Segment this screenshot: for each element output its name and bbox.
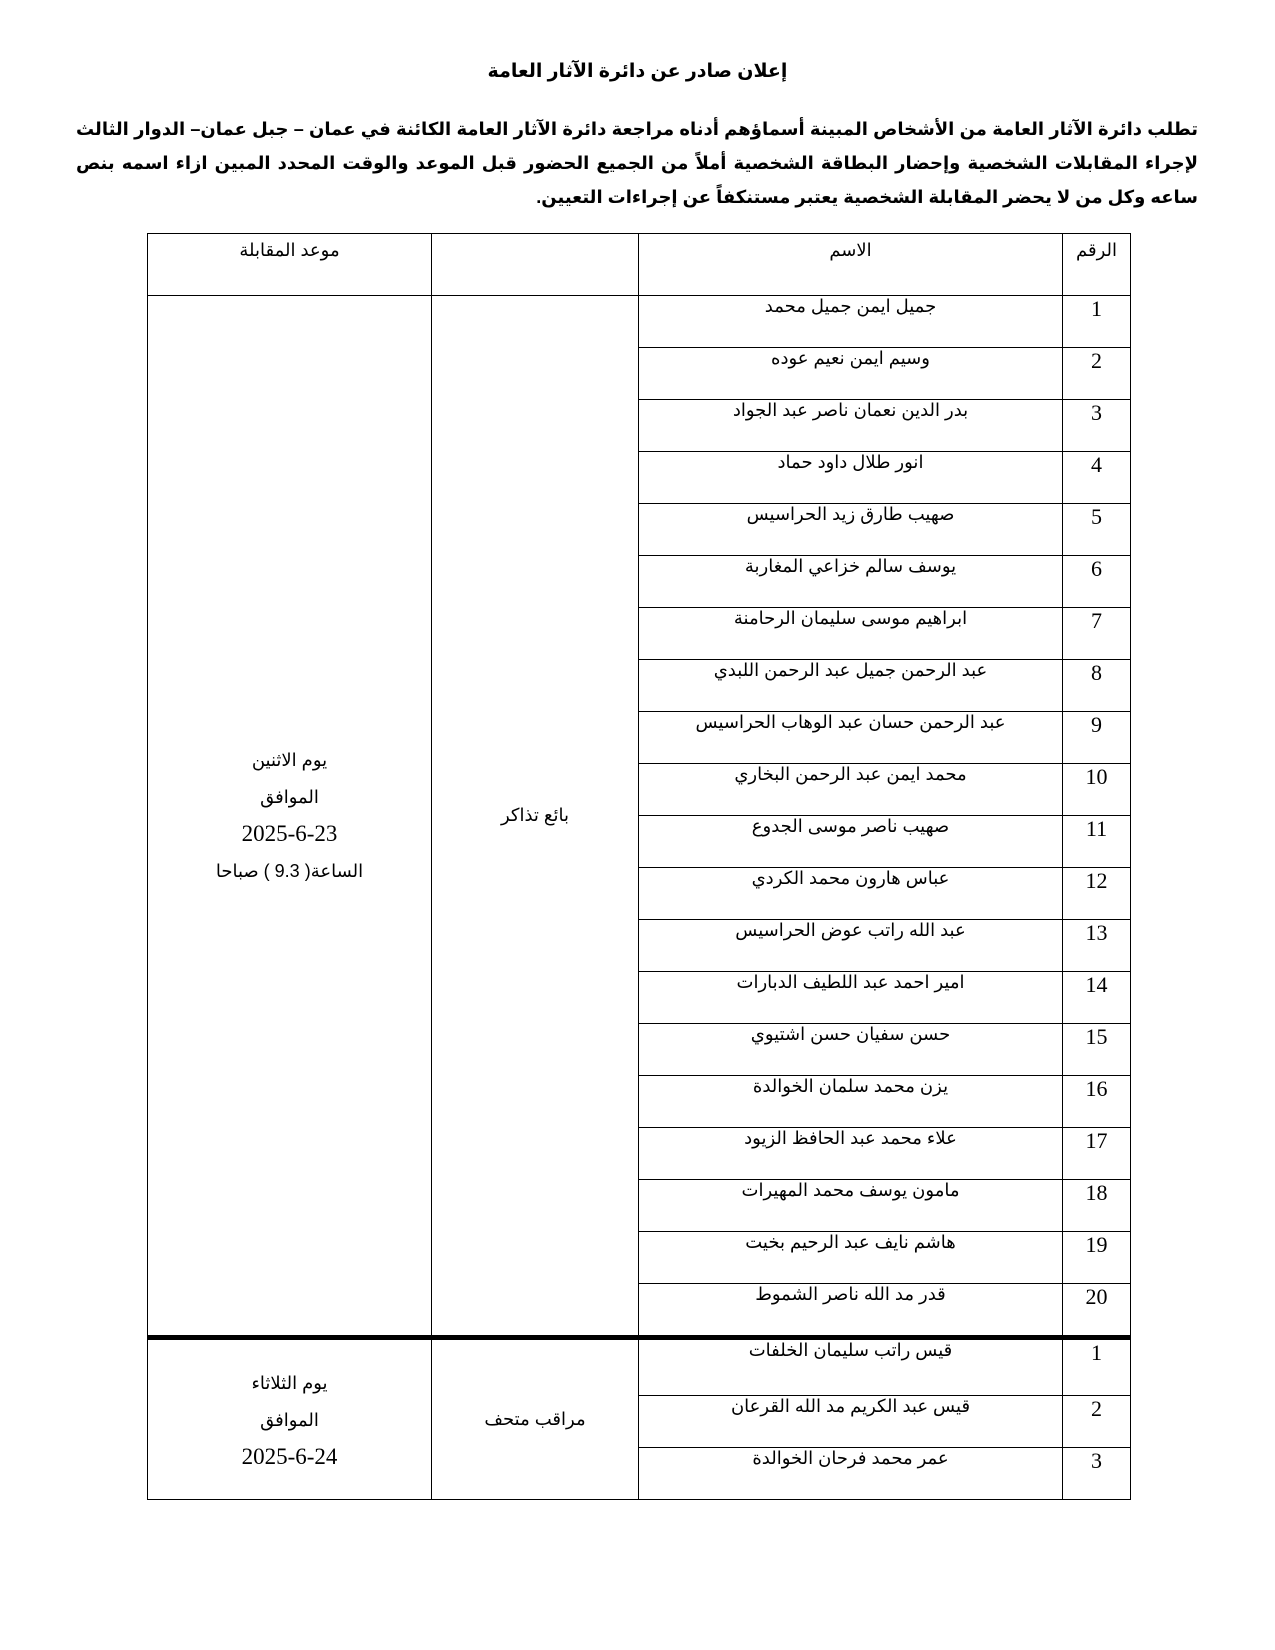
header-date: موعد المقابلة	[148, 234, 432, 296]
job-title: مراقب متحف	[432, 1338, 639, 1500]
announcement-intro: تطلب دائرة الآثار العامة من الأشخاص المبينة أسماؤهم أدناه مراجعة دائرة الآثار العامة الكائنة في عمان – جبل عمان– الدوار الثالث لإجراء المقابلات الشخصية وإحضار البطاقة الشخصية أملاً من الجميع الحضور قبل الموعد والوقت المحدد المبين ازاء اسمه بنص ساعه وكل من لا يحضر المقابلة الشخصية يعتبر مستنكفاً عن إجراءات التعيين.	[76, 119, 1198, 207]
schedule-agreed: الموافق	[260, 1409, 319, 1430]
table-body	[148, 296, 1131, 1500]
candidate-name: محمد ايمن عبد الرحمن البخاري	[639, 764, 1063, 816]
header-job	[432, 234, 639, 296]
header-name: الاسم	[639, 234, 1063, 296]
row-number: 9	[1063, 712, 1131, 764]
row-number: 12	[1063, 868, 1131, 920]
candidate-name: قيس راتب سليمان الخلفات	[639, 1338, 1063, 1396]
row-number: 18	[1063, 1180, 1131, 1232]
row-number: 2	[1063, 1396, 1131, 1448]
candidate-name: بدر الدين نعمان ناصر عبد الجواد	[639, 400, 1063, 452]
row-number: 13	[1063, 920, 1131, 972]
job-title: بائع تذاكر	[432, 296, 639, 1338]
candidate-name: علاء محمد عبد الحافظ الزيود	[639, 1128, 1063, 1180]
row-number: 1	[1063, 1338, 1131, 1396]
candidate-name: امير احمد عبد اللطيف الدبارات	[639, 972, 1063, 1024]
row-number: 4	[1063, 452, 1131, 504]
schedule-time: الساعة( 9.3 ) صباحا	[215, 861, 364, 881]
interview-schedule	[148, 1338, 432, 1500]
row-number: 10	[1063, 764, 1131, 816]
table-row	[148, 296, 1131, 348]
candidate-name: هاشم نايف عبد الرحيم بخيت	[639, 1232, 1063, 1284]
candidate-name: عباس هارون محمد الكردي	[639, 868, 1063, 920]
announcement-title: إعلان صادر عن دائرة الآثار العامة	[487, 61, 788, 82]
candidate-name: قدر مد الله ناصر الشموط	[639, 1284, 1063, 1338]
row-number: 8	[1063, 660, 1131, 712]
interview-table	[147, 233, 1131, 1500]
row-number: 3	[1063, 400, 1131, 452]
candidate-name: جميل ايمن جميل محمد	[639, 296, 1063, 348]
row-number: 15	[1063, 1024, 1131, 1076]
row-number: 20	[1063, 1284, 1131, 1338]
table-header-row	[148, 234, 1131, 296]
candidate-name: قيس عبد الكريم مد الله القرعان	[639, 1396, 1063, 1448]
row-number: 7	[1063, 608, 1131, 660]
row-number: 16	[1063, 1076, 1131, 1128]
header-number: الرقم	[1063, 234, 1131, 296]
row-number: 11	[1063, 816, 1131, 868]
row-number: 2	[1063, 348, 1131, 400]
candidate-name: وسيم ايمن نعيم عوده	[639, 348, 1063, 400]
candidate-name: عبد الرحمن حسان عبد الوهاب الحراسيس	[639, 712, 1063, 764]
row-number: 6	[1063, 556, 1131, 608]
row-number: 14	[1063, 972, 1131, 1024]
schedule-date: 2025-6-24	[241, 1443, 338, 1469]
candidate-name: صهيب ناصر موسى الجدوع	[639, 816, 1063, 868]
interview-schedule	[148, 296, 432, 1338]
candidate-name: صهيب طارق زيد الحراسيس	[639, 504, 1063, 556]
schedule-day: يوم الثلاثاء	[251, 1372, 328, 1393]
candidate-name: يزن محمد سلمان الخوالدة	[639, 1076, 1063, 1128]
row-number: 17	[1063, 1128, 1131, 1180]
row-number: 5	[1063, 504, 1131, 556]
candidate-name: حسن سفيان حسن اشتيوي	[639, 1024, 1063, 1076]
candidate-name: انور طلال داود حماد	[639, 452, 1063, 504]
candidate-name: ابراهيم موسى سليمان الرحامنة	[639, 608, 1063, 660]
candidate-name: يوسف سالم خزاعي المغاربة	[639, 556, 1063, 608]
candidate-name: عمر محمد فرحان الخوالدة	[639, 1448, 1063, 1500]
schedule-date: 2025-6-23	[241, 821, 338, 846]
row-number: 1	[1063, 296, 1131, 348]
table-row	[148, 1338, 1131, 1396]
schedule-day: يوم الاثنين	[251, 750, 328, 770]
candidate-name: عبد الله راتب عوض الحراسيس	[639, 920, 1063, 972]
candidate-name: عبد الرحمن جميل عبد الرحمن اللبدي	[639, 660, 1063, 712]
schedule-agreed: الموافق	[260, 787, 319, 807]
row-number: 19	[1063, 1232, 1131, 1284]
row-number: 3	[1063, 1448, 1131, 1500]
candidate-name: مامون يوسف محمد المهيرات	[639, 1180, 1063, 1232]
